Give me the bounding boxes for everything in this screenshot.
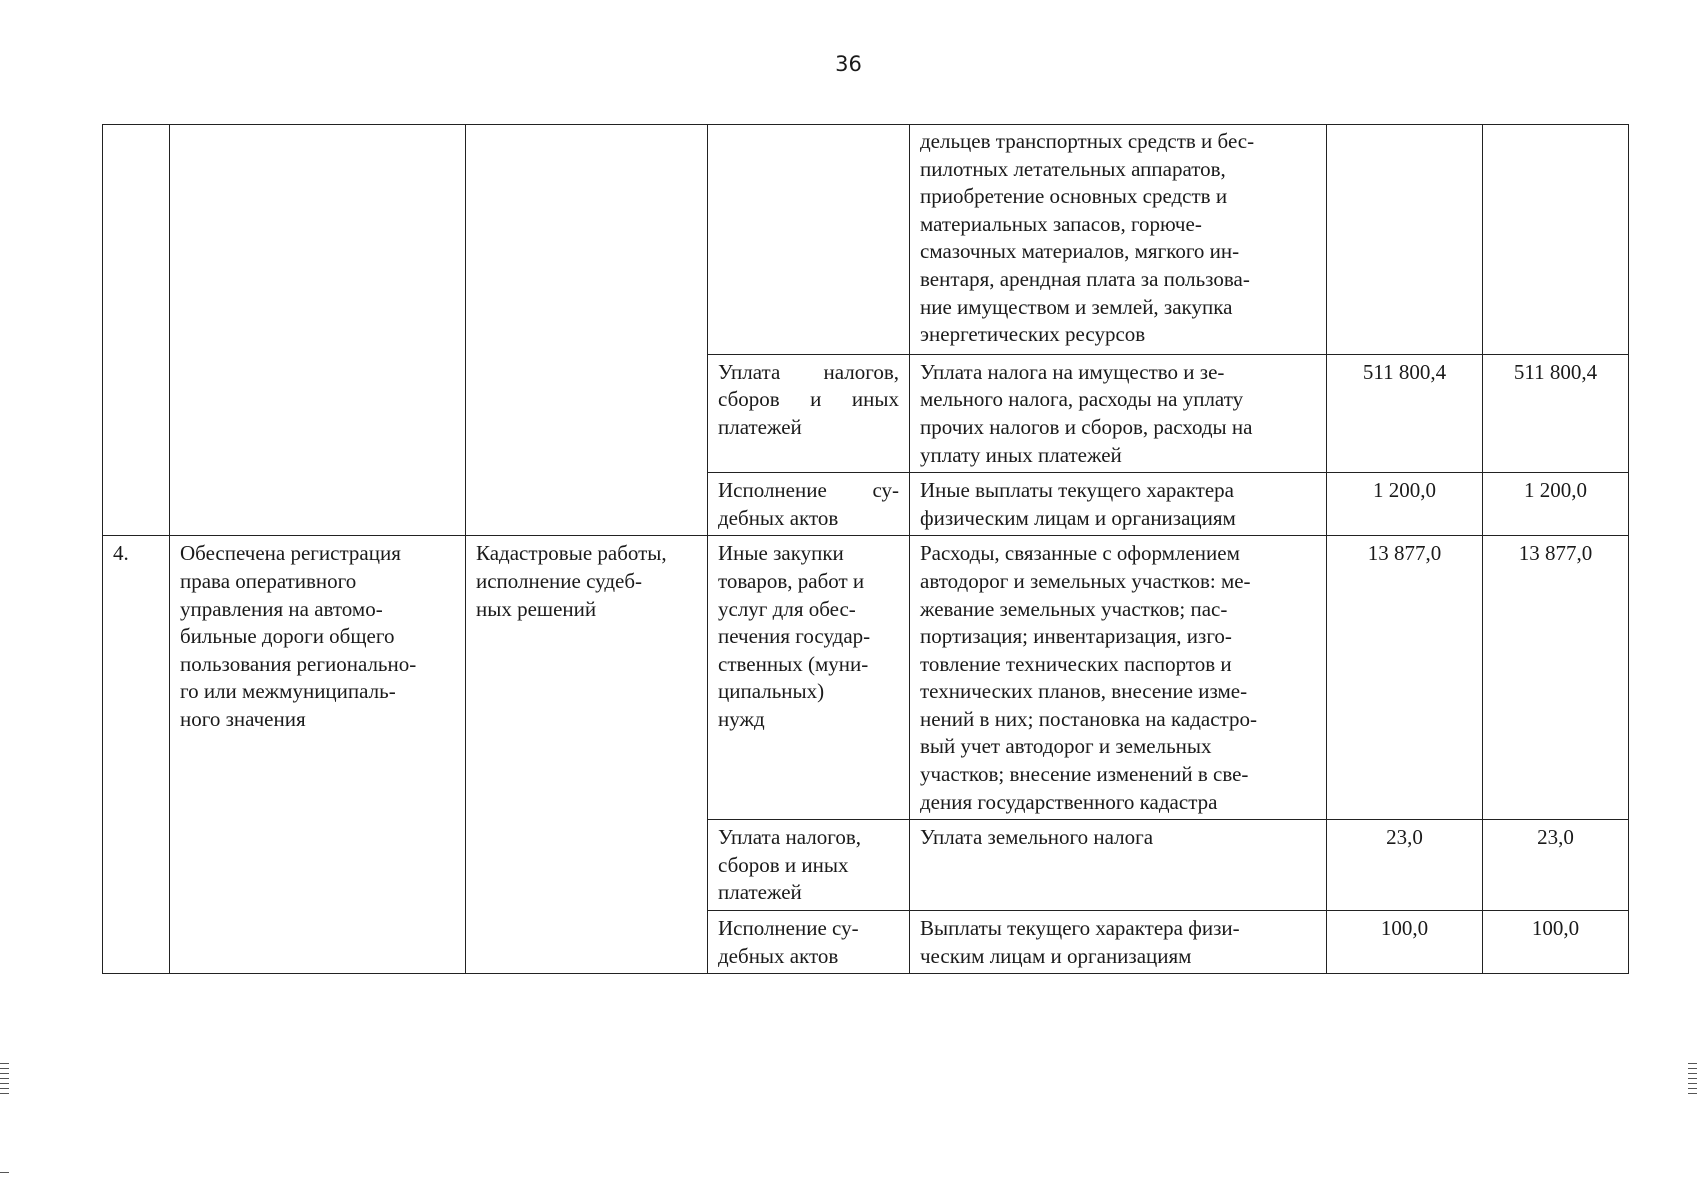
description-line: энергетических ресурсов (920, 322, 1146, 347)
amount-cell: 100,0 (1483, 911, 1629, 974)
description-line: пилотных летательных аппаратов, (920, 156, 1226, 181)
result-line: го или межмуниципаль- (180, 679, 396, 704)
description-line: смазочных материалов, мягкого ин- (920, 239, 1240, 264)
number-cell (103, 125, 170, 536)
expense-type-line: Уплата налогов, (718, 825, 862, 850)
description-line: приобретение основных средств и (920, 184, 1228, 209)
expense-type-line: платежей (718, 414, 802, 439)
amount-cell: 23,0 (1483, 820, 1629, 911)
description-line: Выплаты текущего характера физи- (920, 916, 1240, 941)
expense-type-cell (708, 911, 910, 974)
amount-cell (1327, 125, 1483, 355)
expense-type-line: платежей (718, 880, 802, 905)
expenses-table (102, 124, 1629, 974)
expense-type-line: дебных актов (718, 943, 839, 968)
expense-type-line: Иные закупки (718, 541, 844, 566)
table-row (103, 536, 1629, 820)
result-line: Обеспечена регистрация (180, 541, 401, 566)
description-line: нений в них; постановка на кадастро- (920, 706, 1257, 731)
expense-type-cell (708, 473, 910, 536)
result-cell (170, 536, 466, 974)
scan-edge-mark (1688, 1063, 1697, 1097)
description-cell (910, 473, 1327, 536)
result-line: управления на автомо- (180, 596, 383, 621)
result-line: пользования регионально- (180, 651, 417, 676)
description-cell (910, 911, 1327, 974)
expense-type-cell (708, 820, 910, 911)
description-cell (910, 354, 1327, 472)
expense-type-cell (708, 536, 910, 820)
expense-type-line: Уплата налогов, (718, 359, 899, 384)
page-number: 36 (835, 52, 862, 76)
description-cell (910, 125, 1327, 355)
measure-cell (466, 125, 708, 536)
scan-edge-mark (0, 1063, 9, 1097)
amount-cell: 100,0 (1327, 911, 1483, 974)
description-line: вентаря, арендная плата за пользова- (920, 266, 1250, 291)
measure-line: ных решений (476, 596, 597, 621)
description-line: портизация; инвентаризация, изго- (920, 624, 1232, 649)
expense-type-line: ципальных) (718, 679, 825, 704)
description-line: мельного налога, расходы на уплату (920, 387, 1244, 412)
description-line: жевание земельных участков; пас- (920, 596, 1228, 621)
description-line: автодорог и земельных участков: ме- (920, 568, 1251, 593)
amount-cell: 1 200,0 (1483, 473, 1629, 536)
amount-cell: 511 800,4 (1483, 354, 1629, 472)
measure-cell (466, 536, 708, 974)
scan-edge-mark (0, 1172, 9, 1173)
expense-type-cell (708, 125, 910, 355)
amount-cell: 13 877,0 (1483, 536, 1629, 820)
result-line: бильные дороги общего (180, 624, 395, 649)
expense-type-line: сборов и иных (718, 852, 849, 877)
expense-type-line: Исполнение су- (718, 916, 859, 941)
result-line: права оперативного (180, 568, 357, 593)
expense-type-cell (708, 354, 910, 472)
description-line: участков; внесение изменений в све- (920, 762, 1249, 787)
description-line: материальных запасов, горюче- (920, 211, 1202, 236)
description-cell (910, 820, 1327, 911)
description-line: Уплата земельного налога (920, 825, 1154, 850)
number-cell: 4. (103, 536, 170, 974)
amount-cell: 511 800,4 (1327, 354, 1483, 472)
description-cell (910, 536, 1327, 820)
description-line: ческим лицам и организациям (920, 943, 1192, 968)
description-line: Иные выплаты текущего характера (920, 478, 1234, 503)
description-line: прочих налогов и сборов, расходы на (920, 414, 1253, 439)
amount-cell: 13 877,0 (1327, 536, 1483, 820)
description-line: Уплата налога на имущество и зе- (920, 359, 1225, 384)
description-line: вый учет автодорог и земельных (920, 734, 1212, 759)
amount-cell: 23,0 (1327, 820, 1483, 911)
expense-type-line: услуг для обес- (718, 596, 856, 621)
table-row (103, 125, 1629, 355)
description-line: ние имуществом и землей, закупка (920, 294, 1233, 319)
result-cell (170, 125, 466, 536)
description-line: уплату иных платежей (920, 442, 1122, 467)
expense-type-line: дебных актов (718, 505, 839, 530)
result-line: ного значения (180, 706, 306, 731)
expense-type-line: Исполнение су- (718, 478, 899, 503)
description-line: дельцев транспортных средств и бес- (920, 129, 1255, 153)
expense-type-line: товаров, работ и (718, 568, 865, 593)
expense-type-line: сборов и иных (718, 387, 899, 412)
expense-type-line: ственных (муни- (718, 651, 869, 676)
expense-type-line: нужд (718, 706, 765, 731)
description-line: Расходы, связанные с оформлением (920, 541, 1240, 566)
expense-type-line: печения государ- (718, 624, 871, 649)
measure-line: исполнение судеб- (476, 568, 643, 593)
amount-cell (1483, 125, 1629, 355)
description-line: технических планов, внесение изме- (920, 679, 1248, 704)
description-line: дения государственного кадастра (920, 789, 1218, 814)
description-line: товление технических паспортов и (920, 651, 1232, 676)
amount-cell: 1 200,0 (1327, 473, 1483, 536)
measure-line: Кадастровые работы, (476, 541, 667, 566)
description-line: физическим лицам и организациям (920, 505, 1236, 530)
